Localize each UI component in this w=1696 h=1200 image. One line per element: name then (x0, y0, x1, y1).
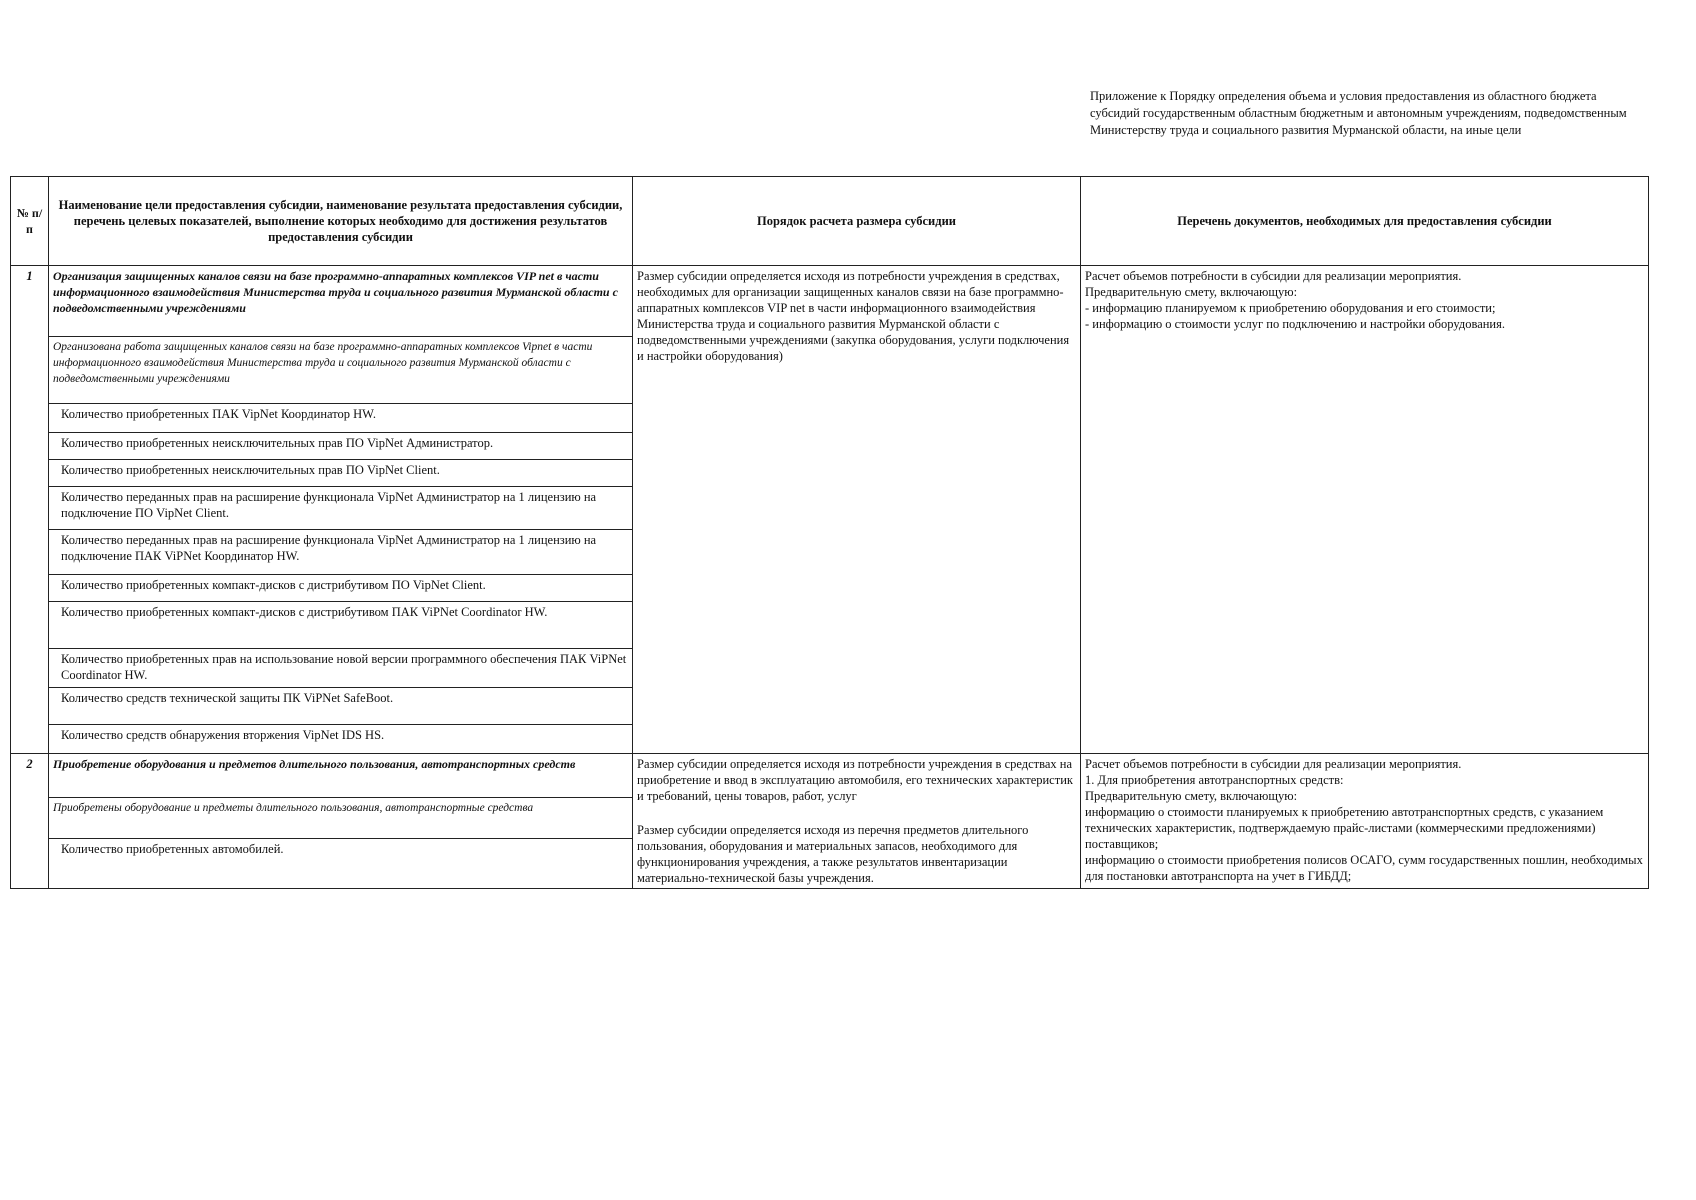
calc-cell (633, 266, 1081, 754)
docs-line: Расчет объемов потребности в субсидии для реализации мероприятия. (1085, 757, 1462, 771)
indicator-cell: Количество средств технической защиты ПК ViPNet SafeBoot. (49, 688, 633, 725)
indicator-cell: Количество средств обнаружения вторжения VipNet IDS HS. (49, 725, 633, 754)
row-number: 1 (11, 266, 49, 754)
goal-cell: Приобретение оборудования и предметов длительного пользования, автотранспортных средств (49, 754, 633, 798)
result-cell: Организована работа защищенных каналов связи на базе программно-аппаратных комплексов Vipnet в части информационного взаимодействия Министерства труда и социального развития Мурманской области с подведомственными учреждениями (49, 337, 633, 404)
indicator-cell: Количество приобретенных неисключительных прав ПО VipNet Администратор. (49, 433, 633, 460)
indicator-cell: Количество переданных прав на расширение функционала VipNet Администратор на 1 лицензию на подключение ПО VipNet Client. (49, 487, 633, 530)
indicator-cell: Количество приобретенных компакт-дисков с дистрибутивом ПАК ViPNet Coordinator HW. (49, 602, 633, 649)
docs-line: Предварительную смету, включающую: (1085, 285, 1298, 299)
header-num: № п/п (11, 177, 49, 266)
docs-line: информацию о стоимости планируемых к приобретению автотранспортных средств, с указанием технических характеристик, подтверждаемую прайс-листами (коммерческими предложениями) поставщиков; (1085, 805, 1604, 851)
calc-text: Размер субсидии определяется исходя из перечня предметов длительного пользования, оборудования и материальных запасов, необходимого для функционирования учреждения, а также результатов инвентаризации материально-технической базы учреждения. (637, 823, 1029, 885)
docs-line: 1. Для приобретения автотранспортных средств: (1085, 773, 1344, 787)
spacer (637, 804, 1076, 822)
docs-line: - информацию планируемом к приобретению оборудования и его стоимости; (1085, 301, 1496, 315)
indicator-cell: Количество приобретенных прав на использование новой версии программного обеспечения ПАК ViPNet Coordinator HW. (49, 649, 633, 688)
header-goal: Наименование цели предоставления субсидии, наименование результата предоставления субсидии, перечень целевых показателей, выполнение которых необходимо для достижения результатов предоставления субсидии (49, 177, 633, 266)
indicator-cell: Количество переданных прав на расширение функционала VipNet Администратор на 1 лицензию на подключение ПАК ViPNet Координатор HW. (49, 530, 633, 575)
calc-text: Размер субсидии определяется исходя из потребности учреждения в средствах на приобретение и ввод в эксплуатацию автомобиля, его технических характеристик и требований, цены товаров, работ, услуг (637, 757, 1073, 803)
calc-cell (633, 754, 1081, 889)
table-row (11, 266, 1649, 337)
header-calc: Порядок расчета размера субсидии (633, 177, 1081, 266)
result-cell: Приобретены оборудование и предметы длительного пользования, автотранспортные средства (49, 798, 633, 838)
docs-line: Расчет объемов потребности в субсидии для реализации мероприятия. (1085, 269, 1462, 283)
row-number: 2 (11, 754, 49, 889)
calc-text: Размер субсидии определяется исходя из потребности учреждения в средствах, необходимых для организации защищенных каналов связи на базе программно-аппаратных комплексов VIP net в части информационного взаимодействия Министерства труда и социального развития Мурманской области с подведомственными учреждениями (закупка оборудования, услуги подключения и настройки оборудования) (637, 269, 1070, 363)
indicator-cell: Количество приобретенных компакт-дисков с дистрибутивом ПО VipNet Client. (49, 575, 633, 602)
docs-line: информацию о стоимости приобретения полисов ОСАГО, сумм государственных пошлин, необходимых для постановки автотранспорта на учет в ГИБДД; (1085, 853, 1643, 883)
header-docs: Перечень документов, необходимых для предоставления субсидии (1081, 177, 1649, 266)
table-row (11, 754, 1649, 798)
docs-cell (1081, 266, 1649, 754)
docs-line: Предварительную смету, включающую: (1085, 789, 1298, 803)
goal-cell: Организация защищенных каналов связи на базе программно-аппаратных комплексов VIP net в части информационного взаимодействия Министерства труда и социального развития Мурманской области с подведомственными учреждениями (49, 266, 633, 337)
subsidy-table (10, 176, 1649, 889)
docs-cell (1081, 754, 1649, 889)
appendix-note: Приложение к Порядку определения объема и условия предоставления из областного бюджета субсидий государственным областным бюджетным и автономным учреждениям, подведомственным Министерству труда и социального развития Мурманской области, на иные цели (1090, 89, 1627, 137)
table-header-row (11, 177, 1649, 266)
docs-line: - информацию о стоимости услуг по подключению и настройки оборудования. (1085, 317, 1505, 331)
indicator-cell: Количество приобретенных неисключительных прав ПО VipNet Client. (49, 460, 633, 487)
indicator-cell: Количество приобретенных ПАК VipNet Координатор HW. (49, 404, 633, 433)
indicator-cell: Количество приобретенных автомобилей. (49, 838, 633, 889)
